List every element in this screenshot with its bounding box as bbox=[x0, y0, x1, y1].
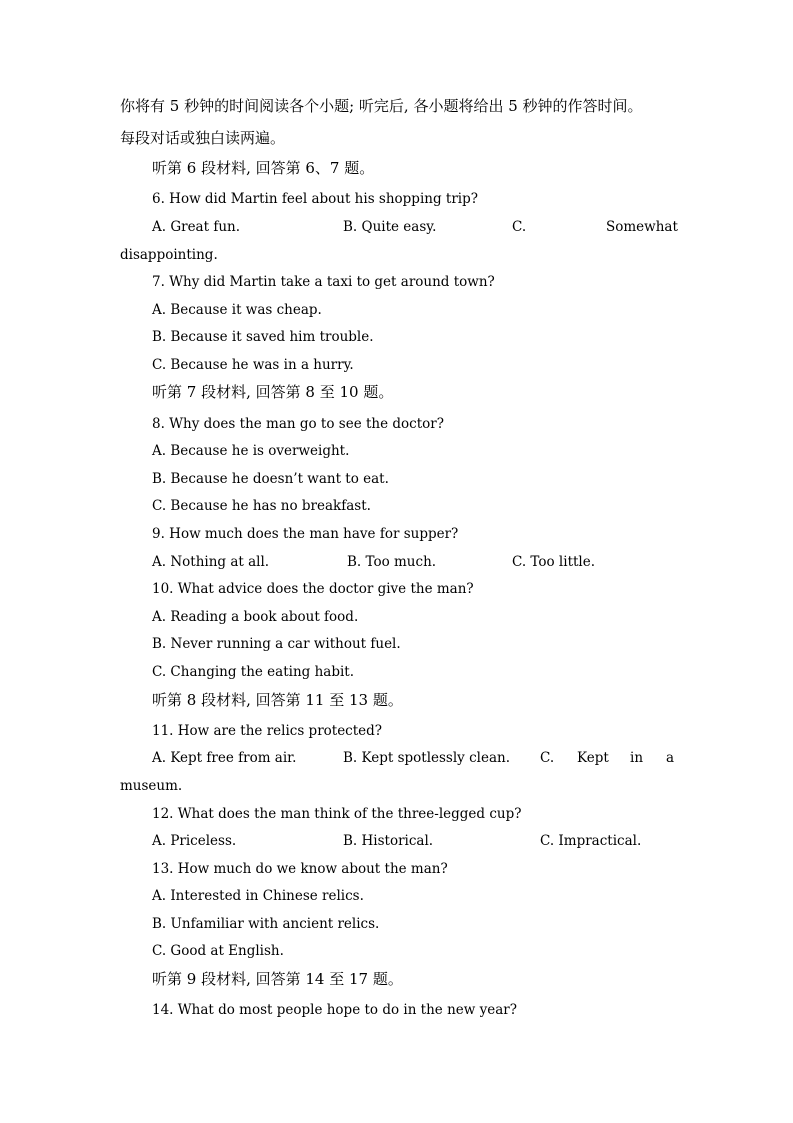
instruction-line-2: 每段对话或独白读两遍。 bbox=[120, 129, 286, 147]
instruction-line-1: 你将有 5 秒钟的时间阅读各个小题; 听完后, 各小题将给出 5 秒钟的作答时间。 bbox=[120, 97, 643, 115]
question-11-option-a: A. Kept free from air. bbox=[152, 750, 297, 766]
question-6: 6. How did Martin feel about his shopping trip? bbox=[152, 191, 478, 207]
question-12-option-b: B. Historical. bbox=[343, 833, 434, 849]
question-8-option-a: A. Because he is overweight. bbox=[152, 443, 350, 459]
question-14: 14. What do most people hope to do in the new year? bbox=[152, 1002, 517, 1018]
question-7-option-b: B. Because it saved him trouble. bbox=[152, 329, 374, 345]
question-9-option-b: B. Too much. bbox=[347, 554, 437, 570]
question-7-option-a: A. Because it was cheap. bbox=[152, 302, 322, 318]
question-11-option-c-letter: C. bbox=[540, 750, 555, 766]
question-9-option-a: A. Nothing at all. bbox=[152, 554, 270, 570]
question-13-option-c: C. Good at English. bbox=[152, 943, 284, 959]
question-13-option-b: B. Unfamiliar with ancient relics. bbox=[152, 916, 380, 932]
question-11-option-c-word-3: a bbox=[666, 750, 675, 766]
question-7-option-c: C. Because he was in a hurry. bbox=[152, 357, 354, 373]
question-6-option-c-text: Somewhat bbox=[606, 219, 678, 235]
question-10-option-b: B. Never running a car without fuel. bbox=[152, 636, 401, 652]
section-heading-9: 听第 9 段材料, 回答第 14 至 17 题。 bbox=[152, 970, 403, 988]
question-13: 13. How much do we know about the man? bbox=[152, 861, 448, 877]
question-6-option-a: A. Great fun. bbox=[152, 219, 241, 235]
question-12-option-a: A. Priceless. bbox=[152, 833, 237, 849]
question-11: 11. How are the relics protected? bbox=[152, 723, 383, 739]
question-11-option-c-word-1: Kept bbox=[577, 750, 609, 766]
section-heading-6: 听第 6 段材料, 回答第 6、7 题。 bbox=[152, 159, 375, 177]
question-11-option-c-continued: museum. bbox=[120, 778, 183, 794]
section-heading-7: 听第 7 段材料, 回答第 8 至 10 题。 bbox=[152, 383, 394, 401]
question-9-option-c: C. Too little. bbox=[512, 554, 596, 570]
question-11-option-b: B. Kept spotlessly clean. bbox=[343, 750, 510, 766]
question-7: 7. Why did Martin take a taxi to get around town? bbox=[152, 274, 495, 290]
question-6-option-b: B. Quite easy. bbox=[343, 219, 437, 235]
question-13-option-a: A. Interested in Chinese relics. bbox=[152, 888, 364, 904]
question-10: 10. What advice does the doctor give the man? bbox=[152, 581, 474, 597]
question-12-option-c: C. Impractical. bbox=[540, 833, 642, 849]
question-8-option-c: C. Because he has no breakfast. bbox=[152, 498, 371, 514]
question-6-option-c-letter: C. bbox=[512, 219, 527, 235]
question-10-option-c: C. Changing the eating habit. bbox=[152, 664, 355, 680]
question-12: 12. What does the man think of the three-legged cup? bbox=[152, 806, 522, 822]
question-9: 9. How much does the man have for supper? bbox=[152, 526, 459, 542]
question-10-option-a: A. Reading a book about food. bbox=[152, 609, 359, 625]
question-8: 8. Why does the man go to see the doctor? bbox=[152, 416, 444, 432]
question-11-option-c-word-2: in bbox=[630, 750, 644, 766]
section-heading-8: 听第 8 段材料, 回答第 11 至 13 题。 bbox=[152, 691, 403, 709]
question-6-option-c-continued: disappointing. bbox=[120, 247, 218, 263]
question-8-option-b: B. Because he doesn’t want to eat. bbox=[152, 471, 389, 487]
